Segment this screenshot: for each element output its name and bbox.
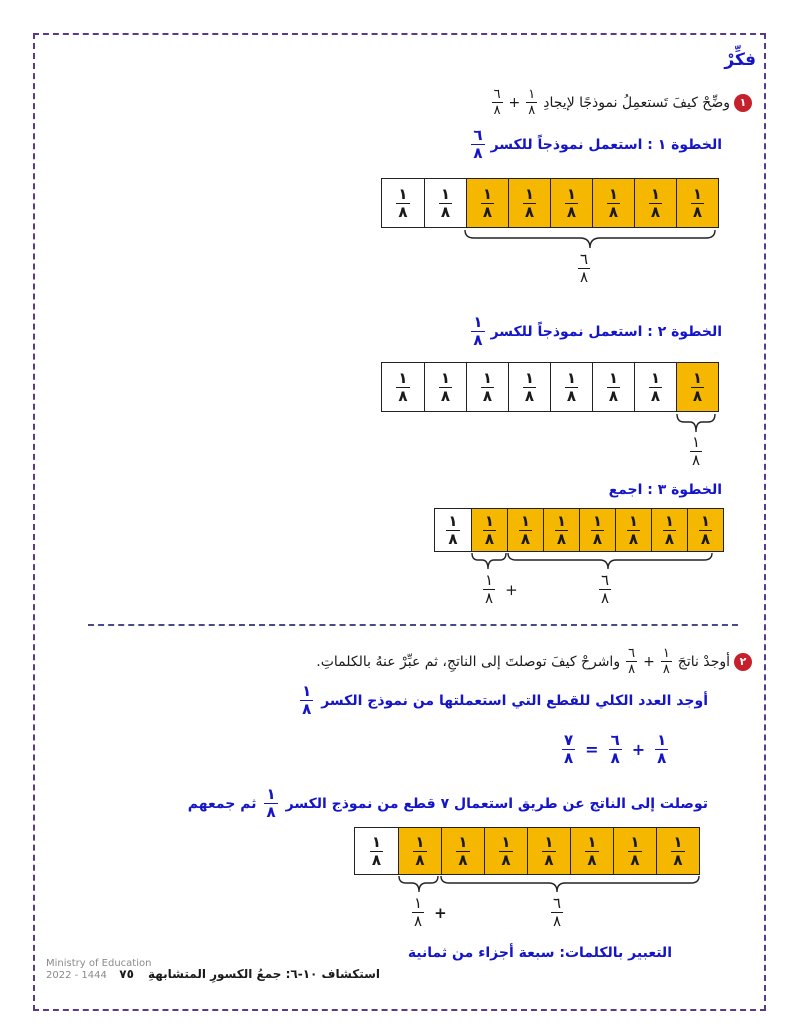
fraction: $\frac{٦}{٨}$ bbox=[473, 126, 483, 162]
strip-cell bbox=[687, 509, 723, 551]
cell-fraction: $\frac{١}{٨}$ bbox=[415, 832, 425, 869]
cell-fraction: $\frac{١}{٨}$ bbox=[566, 368, 577, 405]
question-1 bbox=[490, 88, 752, 117]
footer bbox=[119, 967, 380, 981]
strip-cell bbox=[579, 509, 615, 551]
question-2-text-end: واشرحْ كيفَ توصلتَ إلى الناتجِ، ثم عبِّرْ عنهُ بالكلماتِ. bbox=[316, 653, 621, 670]
cell-fraction: $\frac{١}{٨}$ bbox=[630, 832, 640, 869]
plus-sign: + bbox=[631, 740, 646, 759]
fraction: $\frac{١}{٨}$ bbox=[692, 433, 701, 469]
fraction-result: $\frac{٧}{٨}$ bbox=[564, 731, 574, 767]
fraction: $\frac{١}{٨}$ bbox=[302, 682, 312, 718]
cell-fraction: $\frac{١}{٨}$ bbox=[482, 184, 493, 221]
brace-label-step-2 bbox=[688, 435, 704, 468]
cell-fraction: $\frac{١}{٨}$ bbox=[608, 368, 619, 405]
cell-fraction: $\frac{١}{٨}$ bbox=[556, 511, 567, 548]
strip-cell bbox=[592, 179, 634, 227]
cell-fraction: $\frac{١}{٨}$ bbox=[700, 511, 711, 548]
equals-sign: = bbox=[585, 740, 599, 759]
cell-fraction: $\frac{١}{٨}$ bbox=[440, 368, 451, 405]
fraction-strip-step-3 bbox=[434, 508, 724, 552]
strip-cell bbox=[550, 179, 592, 227]
strip-cell bbox=[592, 363, 634, 411]
fraction: $\frac{٦}{٨}$ bbox=[493, 87, 501, 118]
step-2-text: الخطوة ٢ : استعمل نموذجاً للكسر bbox=[490, 323, 722, 340]
watermark-year: 2022 - 1444 bbox=[46, 970, 107, 981]
step-1-text: الخطوة ١ : استعمل نموذجاً للكسر bbox=[490, 136, 722, 153]
fraction: $\frac{١}{٨}$ bbox=[473, 313, 483, 349]
fraction: $\frac{٦}{٨}$ bbox=[610, 731, 620, 767]
fraction: $\frac{٦}{٨}$ bbox=[580, 250, 589, 286]
cell-fraction: $\frac{١}{٨}$ bbox=[398, 184, 408, 221]
cell-fraction: $\frac{١}{٨}$ bbox=[482, 368, 493, 405]
fraction: $\frac{١}{٨}$ bbox=[528, 87, 536, 118]
strip-cell bbox=[634, 179, 676, 227]
cell-fraction: $\frac{١}{٨}$ bbox=[664, 511, 675, 548]
step-3-right-label bbox=[597, 573, 613, 606]
fraction: $\frac{١}{٨}$ bbox=[266, 785, 276, 821]
fraction: $\frac{٦}{٨}$ bbox=[601, 571, 610, 607]
answer-line-2 bbox=[188, 787, 708, 820]
strip-cell bbox=[615, 509, 651, 551]
strip-cell bbox=[398, 828, 441, 874]
question-number-badge: ٢ bbox=[734, 653, 752, 671]
strip-cell bbox=[508, 179, 550, 227]
answer-line-2-text: توصلت إلى الناتج عن طريق استعمال ٧ قطع من نموذج الكسر bbox=[285, 795, 708, 812]
question-number-badge: ١ bbox=[734, 94, 752, 112]
strip-cell bbox=[484, 828, 527, 874]
brace-step-3 bbox=[470, 551, 720, 573]
fraction-strip-step-2 bbox=[381, 362, 719, 412]
step-3-brace-labels bbox=[481, 573, 518, 606]
words-expression: التعبير بالكلمات: سبعة أجزاء من ثمانية bbox=[407, 945, 672, 961]
brace-step-1 bbox=[462, 228, 718, 252]
strip-cell bbox=[355, 828, 398, 874]
cell-fraction: $\frac{١}{٨}$ bbox=[544, 832, 554, 869]
watermark: Ministry of Education bbox=[46, 958, 152, 969]
brace-label-step-1 bbox=[576, 252, 592, 285]
step-2-label bbox=[469, 315, 722, 348]
strip-cell bbox=[676, 179, 718, 227]
cell-fraction: $\frac{١}{٨}$ bbox=[592, 511, 603, 548]
strip-cell bbox=[382, 363, 424, 411]
equation bbox=[560, 733, 670, 766]
strip-cell bbox=[435, 509, 471, 551]
strip-cell bbox=[471, 509, 507, 551]
answer-brace-labels bbox=[410, 896, 447, 929]
strip-cell bbox=[543, 509, 579, 551]
lesson-title: استكشاف ١٠-٦: جمعُ الكسورِ المتشابهةِ bbox=[147, 967, 380, 981]
cell-fraction: $\frac{١}{٨}$ bbox=[673, 832, 683, 869]
strip-cell bbox=[466, 363, 508, 411]
strip-cell bbox=[424, 363, 466, 411]
cell-fraction: $\frac{١}{٨}$ bbox=[371, 832, 382, 869]
plus-sign: + bbox=[434, 903, 447, 922]
strip-cell bbox=[424, 179, 466, 227]
plus-sign: + bbox=[505, 580, 518, 599]
answer-line-1-text: أوجد العدد الكلي للقطع التي استعملتها من نموذج الكسر bbox=[321, 692, 708, 709]
cell-fraction: $\frac{١}{٨}$ bbox=[566, 184, 577, 221]
cell-fraction: $\frac{١}{٨}$ bbox=[484, 511, 495, 548]
fraction: $\frac{٦}{٨}$ bbox=[553, 894, 562, 930]
strip-cell bbox=[527, 828, 570, 874]
cell-fraction: $\frac{١}{٨}$ bbox=[628, 511, 639, 548]
strip-cell bbox=[656, 828, 699, 874]
cell-fraction: $\frac{١}{٨}$ bbox=[650, 184, 661, 221]
cell-fraction: $\frac{١}{٨}$ bbox=[524, 184, 535, 221]
cell-fraction: $\frac{١}{٨}$ bbox=[608, 184, 619, 221]
strip-cell bbox=[441, 828, 484, 874]
strip-cell bbox=[634, 363, 676, 411]
fraction: $\frac{٦}{٨}$ bbox=[628, 646, 636, 677]
strip-cell bbox=[466, 179, 508, 227]
cell-fraction: $\frac{١}{٨}$ bbox=[520, 511, 531, 548]
section-divider bbox=[88, 624, 738, 626]
answer-line-2-end: ثم جمعهم bbox=[187, 795, 257, 812]
question-1-text: وضِّحْ كيفَ تَستعمِلُ نموذجًا لإيجادِ bbox=[543, 94, 730, 111]
cell-fraction: $\frac{١}{٨}$ bbox=[448, 511, 458, 548]
step-1-label bbox=[469, 128, 722, 161]
cell-fraction: $\frac{١}{٨}$ bbox=[524, 368, 535, 405]
section-heading: فكِّرْ bbox=[724, 50, 756, 70]
cell-fraction: $\frac{١}{٨}$ bbox=[458, 832, 468, 869]
strip-cell bbox=[508, 363, 550, 411]
fraction: $\frac{١}{٨}$ bbox=[662, 646, 670, 677]
strip-cell bbox=[613, 828, 656, 874]
cell-fraction: $\frac{١}{٨}$ bbox=[650, 368, 661, 405]
cell-fraction: $\frac{١}{٨}$ bbox=[440, 184, 451, 221]
fraction: $\frac{١}{٨}$ bbox=[657, 731, 667, 767]
strip-cell bbox=[651, 509, 687, 551]
cell-fraction: $\frac{١}{٨}$ bbox=[587, 832, 597, 869]
strip-cell bbox=[507, 509, 543, 551]
fraction: $\frac{١}{٨}$ bbox=[414, 894, 423, 930]
brace-answer bbox=[397, 874, 703, 896]
answer-line-1 bbox=[298, 684, 708, 717]
strip-cell bbox=[550, 363, 592, 411]
cell-fraction: $\frac{١}{٨}$ bbox=[692, 368, 703, 405]
strip-cell bbox=[382, 179, 424, 227]
fraction: $\frac{١}{٨}$ bbox=[485, 571, 494, 607]
strip-cell bbox=[570, 828, 613, 874]
question-2 bbox=[316, 647, 752, 676]
page-number: ٧٥ bbox=[119, 967, 134, 981]
question-2-text-start: أوجدْ ناتجَ bbox=[677, 653, 730, 670]
fraction-strip-answer bbox=[354, 827, 700, 875]
fraction-strip-step-1 bbox=[381, 178, 719, 228]
cell-fraction: $\frac{١}{٨}$ bbox=[398, 368, 408, 405]
answer-right-label bbox=[549, 896, 565, 929]
strip-cell bbox=[676, 363, 718, 411]
plus-sign: + bbox=[508, 94, 521, 111]
cell-fraction: $\frac{١}{٨}$ bbox=[692, 184, 703, 221]
cell-fraction: $\frac{١}{٨}$ bbox=[501, 832, 511, 869]
step-3-label: الخطوة ٣ : اجمع bbox=[608, 482, 722, 498]
plus-sign: + bbox=[643, 653, 655, 670]
